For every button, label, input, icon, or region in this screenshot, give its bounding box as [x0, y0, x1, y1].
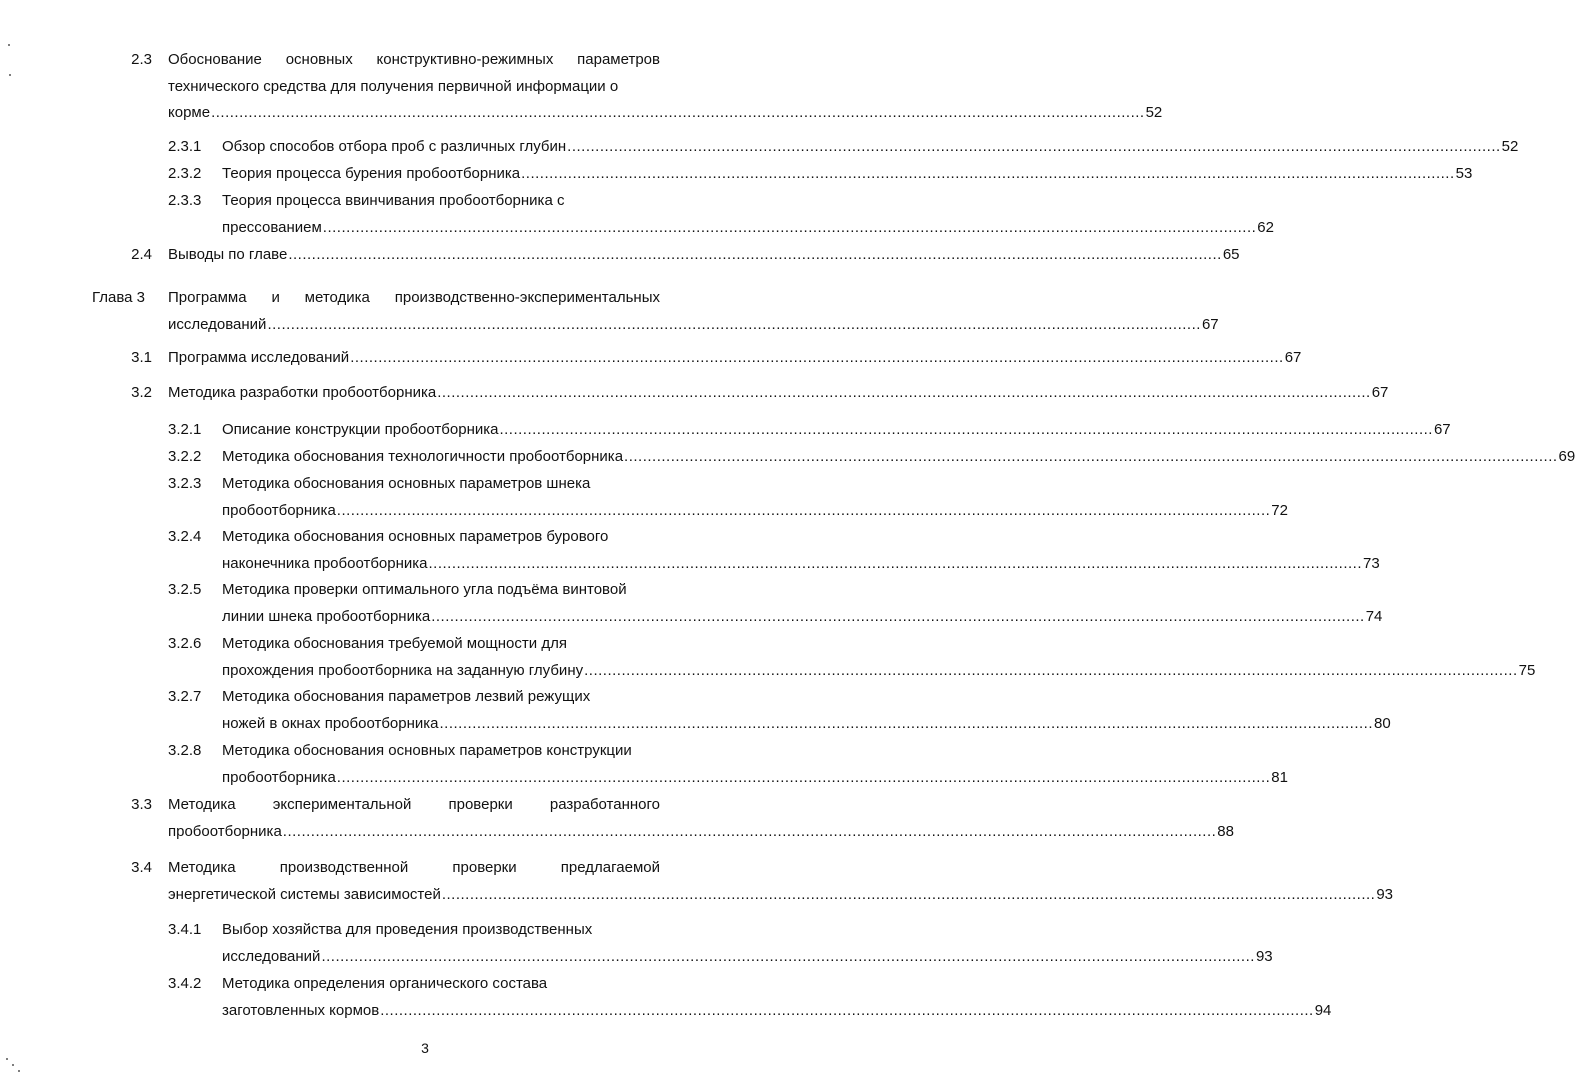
toc-entry-number: 3.2.3 [168, 475, 202, 492]
page-number: 3 [421, 1040, 429, 1056]
scan-speck [6, 1058, 8, 1060]
toc-entry-title-line [168, 822, 1234, 842]
toc-entry-number: 3.2.2 [168, 448, 202, 465]
toc-entry-title: ножей в окнах пробоотборника [222, 714, 439, 732]
toc-entry-title: линии шнека пробоотборника [222, 607, 431, 625]
toc-entry-title: Описание конструкции пробоотборника [222, 421, 499, 438]
toc-entry-number: 3.2.4 [168, 528, 202, 545]
toc-entry-number: 3.2.7 [168, 688, 202, 705]
toc-entry-title-line: Методика проверки оптимального угла подъёма винтовой [222, 581, 627, 598]
toc-entry-title: энергетической системы зависимостей [168, 885, 441, 903]
toc-entry-title-line: Методика обоснования основных параметров бурового [222, 528, 609, 545]
toc-entry-title-line: Методика обоснования основных параметров конструкции [222, 742, 632, 759]
toc-entry-title-line: Методика обоснования требуемой мощности для [222, 635, 567, 652]
dot-leader: ........................................................................................................................................................................................................ [336, 768, 1271, 786]
toc-entry-page: 69 [1558, 448, 1575, 465]
dot-leader: ........................................................................................................................................................................................................ [380, 1001, 1314, 1019]
toc-entry-title-line [222, 768, 1288, 788]
toc-entry-title: наконечника пробоотборника [222, 554, 428, 572]
toc-entry-title-line: Выбор хозяйства для проведения производственных [222, 921, 593, 938]
dot-leader: ........................................................................................................................................................................................................ [499, 421, 1433, 438]
dot-leader: ........................................................................................................................................................................................................ [624, 448, 1558, 465]
dot-leader: ........................................................................................................................................................................................................ [521, 165, 1455, 182]
scan-speck [12, 1064, 14, 1066]
toc-entry-page: 94 [1314, 1001, 1332, 1019]
toc-entry-number: 2.4 [131, 246, 152, 263]
toc-entry-title-line: Методика обоснования основных параметров шнека [222, 475, 591, 492]
toc-entry-title-line: технического средства для получения первичной информации о [168, 77, 619, 95]
dot-leader: ........................................................................................................................................................................................................ [211, 104, 1145, 122]
dot-leader: ........................................................................................................................................................................................................ [431, 607, 1365, 625]
toc-entry-title: Программа исследований [168, 349, 350, 366]
dot-leader: ........................................................................................................................................................................................................ [428, 554, 1363, 572]
toc-entry-title-line [222, 947, 1273, 967]
toc-entry-number: 2.3.2 [168, 165, 202, 182]
toc-entry-number: 3.2.6 [168, 635, 202, 652]
toc-entry-title: Теория процесса бурения пробоотборника [222, 165, 521, 182]
dot-leader: ........................................................................................................................................................................................................ [282, 822, 1217, 840]
toc-entry-title-line [222, 447, 1575, 467]
toc-entry-title: пробоотборника [168, 822, 282, 840]
dot-leader: ........................................................................................................................................................................................................ [437, 384, 1371, 401]
toc-entry-title: прессованием [222, 218, 322, 236]
toc-entry-title-line [168, 315, 1219, 335]
toc-entry-title-line [168, 885, 1394, 905]
toc-entry-title: Методика разработки пробоотборника [168, 384, 437, 401]
dot-leader: ........................................................................................................................................................................................................ [288, 246, 1222, 263]
toc-entry-page: 75 [1518, 661, 1536, 679]
toc-entry-number: 3.2 [131, 384, 152, 401]
toc-entry-title: исследований [222, 947, 321, 965]
toc-entry-page: 67 [1284, 349, 1302, 366]
toc-entry-title: прохождения пробоотборника на заданную глубину [222, 661, 584, 679]
toc-entry-page: 52 [1501, 138, 1519, 155]
toc-entry-title-line: Методика обоснования параметров лезвий режущих [222, 688, 591, 705]
toc-entry-page: 74 [1365, 607, 1383, 625]
toc-entry-title-line [222, 501, 1288, 521]
toc-entry-number: 3.2.5 [168, 581, 202, 598]
toc-entry-title: заготовленных кормов [222, 1001, 380, 1019]
toc-entry-page: 52 [1145, 104, 1163, 122]
dot-leader: ........................................................................................................................................................................................................ [350, 349, 1284, 366]
toc-entry-title-line: Методика производственной проверки предлагаемой [168, 859, 660, 876]
toc-entry-title-line [168, 103, 1163, 123]
toc-entry-title-line: Программа и методика производственно-экспериментальных [168, 289, 660, 306]
toc-entry-title-line: Обоснование основных конструктивно-режимных параметров [168, 51, 660, 68]
toc-entry-page: 88 [1217, 822, 1234, 840]
toc-entry-number: 3.1 [131, 349, 152, 366]
toc-entry-page: 81 [1271, 768, 1288, 786]
toc-entry-title-line [222, 661, 1536, 681]
toc-entry-title: пробоотборника [222, 768, 336, 786]
toc-entry-page: 73 [1363, 554, 1380, 572]
toc-entry-number: 2.3.1 [168, 138, 202, 155]
toc-entry-page: 65 [1222, 246, 1240, 263]
toc-entry-page: 80 [1374, 714, 1391, 732]
dot-leader: ........................................................................................................................................................................................................ [567, 138, 1501, 155]
toc-entry-number: 2.3.3 [168, 192, 202, 209]
toc-entry-page: 53 [1455, 165, 1473, 182]
toc-entry-title-line [222, 164, 1473, 184]
toc-entry-title: исследований [168, 315, 267, 333]
toc-entry-page: 67 [1371, 384, 1389, 401]
toc-entry-title-line [222, 1001, 1332, 1021]
toc-entry-page: 93 [1255, 947, 1273, 965]
toc-entry-title-line [168, 245, 1240, 265]
toc-entry-number: Глава 3 [92, 289, 146, 306]
dot-leader: ........................................................................................................................................................................................................ [336, 501, 1271, 519]
scan-speck [9, 74, 11, 76]
toc-entry-title-line [222, 218, 1274, 238]
toc-entry-title: Выводы по главе [168, 246, 288, 263]
toc-entry-number: 3.4.1 [168, 921, 202, 938]
toc-entry-title: корме [168, 104, 211, 122]
dot-leader: ........................................................................................................................................................................................................ [584, 661, 1518, 679]
toc-entry-title-line: Теория процесса ввинчивания пробоотборника с [222, 192, 565, 209]
toc-entry-title-line [222, 420, 1451, 440]
toc-entry-number: 3.2.1 [168, 421, 202, 438]
dot-leader: ........................................................................................................................................................................................................ [267, 315, 1201, 333]
scan-speck [8, 44, 10, 46]
toc-entry-page: 67 [1433, 421, 1451, 438]
toc-entry-number: 2.3 [131, 51, 152, 68]
toc-entry-title-line [222, 714, 1391, 734]
toc-entry-title-line: Методика определения органического состава [222, 975, 548, 992]
toc-entry-number: 3.4.2 [168, 975, 202, 992]
toc-entry-title-line [222, 607, 1383, 627]
toc-entry-page: 67 [1201, 315, 1219, 333]
dot-leader: ........................................................................................................................................................................................................ [321, 947, 1255, 965]
toc-entry-title-line [168, 383, 1389, 403]
toc-entry-title-line [222, 137, 1519, 157]
toc-entry-title-line [222, 554, 1380, 574]
toc-entry-page: 72 [1271, 501, 1288, 519]
toc-entry-title-line: Методика экспериментальной проверки разработанного [168, 796, 660, 813]
toc-entry-title: пробоотборника [222, 501, 336, 519]
toc-entry-number: 3.4 [131, 859, 152, 876]
toc-entry-number: 3.3 [131, 796, 152, 813]
toc-entry-title-line [168, 348, 1302, 368]
dot-leader: ........................................................................................................................................................................................................ [441, 885, 1376, 903]
dot-leader: ........................................................................................................................................................................................................ [322, 218, 1257, 236]
toc-entry-title: Обзор способов отбора проб с различных глубин [222, 138, 567, 155]
toc-entry-number: 3.2.8 [168, 742, 202, 759]
dot-leader: ........................................................................................................................................................................................................ [439, 714, 1374, 732]
scan-speck [18, 1070, 20, 1072]
toc-entry-page: 62 [1257, 218, 1274, 236]
toc-entry-page: 93 [1376, 885, 1394, 903]
toc-entry-title: Методика обоснования технологичности пробоотборника [222, 448, 624, 465]
